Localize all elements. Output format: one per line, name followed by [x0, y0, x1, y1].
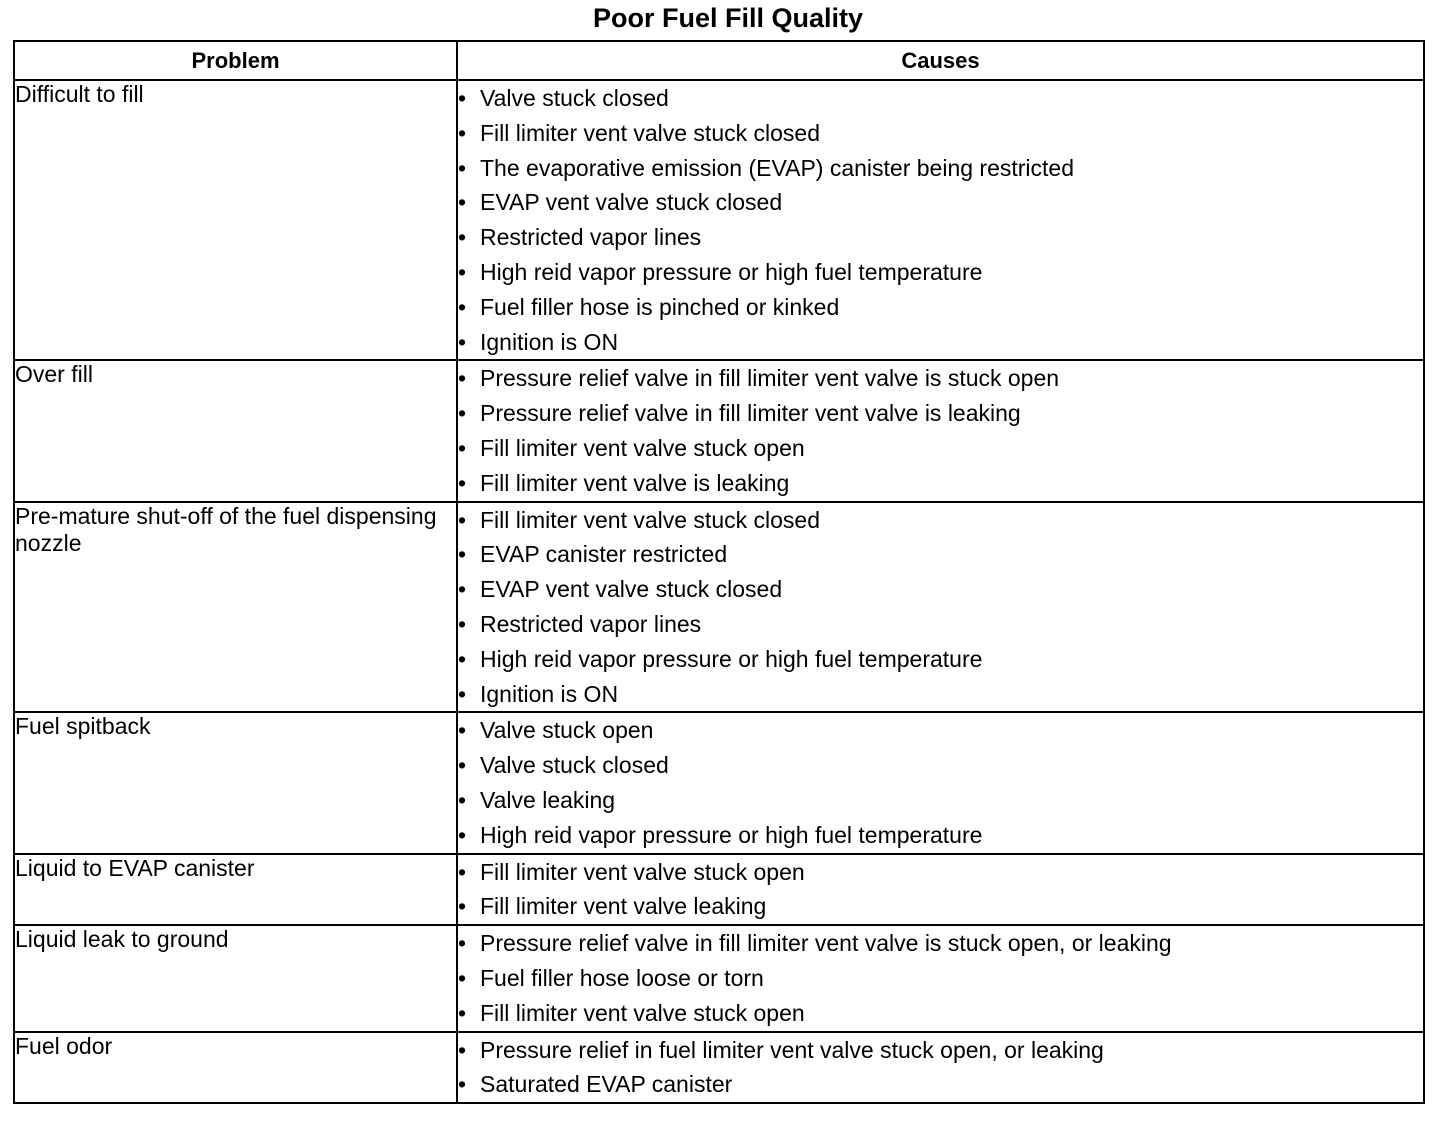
problem-cell: Fuel odor — [14, 1032, 457, 1104]
causes-cell — [457, 712, 1424, 853]
cause-item — [458, 396, 1423, 431]
causes-cell — [457, 1032, 1424, 1104]
cause-text: Ignition is ON — [480, 328, 619, 355]
cause-text: Fill limiter vent valve stuck open — [480, 858, 805, 885]
bullet-icon: • — [458, 154, 467, 181]
problem-cell: Pre-mature shut-off of the fuel dispensing nozzle — [14, 502, 457, 713]
cause-item — [458, 748, 1423, 783]
bullet-icon: • — [458, 610, 467, 637]
bullet-icon: • — [458, 576, 467, 603]
cause-text: EVAP vent valve stuck closed — [480, 576, 783, 603]
cause-text: Fill limiter vent valve stuck open — [480, 999, 805, 1026]
cause-item — [458, 1067, 1423, 1102]
cause-item — [458, 116, 1423, 151]
bullet-icon: • — [458, 400, 467, 427]
causes-cell — [457, 502, 1424, 713]
problem-cell: Over fill — [14, 360, 457, 501]
cause-text: Saturated EVAP canister — [480, 1071, 733, 1098]
causes-cell — [457, 360, 1424, 501]
table-row — [14, 712, 1424, 853]
problem-cell: Fuel spitback — [14, 712, 457, 853]
bullet-icon: • — [458, 1036, 467, 1063]
cause-text: Restricted vapor lines — [480, 610, 702, 637]
cause-text: Fill limiter vent valve leaking — [480, 893, 767, 920]
cause-text: The evaporative emission (EVAP) canister being restricted — [480, 154, 1075, 181]
cause-item — [458, 290, 1423, 325]
problem-column-header: Problem — [14, 41, 457, 80]
cause-list — [458, 855, 1423, 925]
cause-item — [458, 503, 1423, 538]
bullet-icon: • — [458, 717, 467, 744]
table-row — [14, 80, 1424, 360]
bullet-icon: • — [458, 999, 467, 1026]
causes-cell — [457, 854, 1424, 926]
cause-item — [458, 818, 1423, 853]
bullet-icon: • — [458, 258, 467, 285]
fuel-fill-quality-table — [13, 40, 1425, 1104]
cause-text: Fill limiter vent valve stuck open — [480, 434, 805, 461]
cause-item — [458, 996, 1423, 1031]
cause-item — [458, 713, 1423, 748]
bullet-icon: • — [458, 469, 467, 496]
cause-item — [458, 677, 1423, 712]
header-row — [14, 41, 1424, 80]
cause-item — [458, 783, 1423, 818]
table-row — [14, 360, 1424, 501]
cause-text: High reid vapor pressure or high fuel temperature — [480, 821, 983, 848]
cause-text: Fill limiter vent valve stuck closed — [480, 506, 820, 533]
table-row — [14, 925, 1424, 1031]
cause-item — [458, 255, 1423, 290]
cause-list — [458, 361, 1423, 500]
cause-text: Pressure relief valve in fill limiter vent valve is stuck open — [480, 365, 1060, 392]
cause-text: High reid vapor pressure or high fuel temperature — [480, 645, 983, 672]
cause-text: Fuel filler hose loose or torn — [480, 964, 764, 991]
cause-list — [458, 1033, 1423, 1103]
table-body — [14, 80, 1424, 1103]
cause-item — [458, 361, 1423, 396]
cause-text: Valve stuck closed — [480, 85, 669, 111]
cause-item — [458, 151, 1423, 186]
bullet-icon: • — [458, 328, 467, 355]
cause-item — [458, 961, 1423, 996]
cause-item — [458, 81, 1423, 116]
cause-item — [458, 220, 1423, 255]
bullet-icon: • — [458, 119, 467, 146]
cause-text: Pressure relief valve in fill limiter vent valve is leaking — [480, 400, 1021, 427]
cause-item — [458, 537, 1423, 572]
cause-item — [458, 185, 1423, 220]
bullet-icon: • — [458, 930, 467, 957]
cause-text: Valve leaking — [480, 786, 616, 813]
causes-column-header: Causes — [457, 41, 1424, 80]
page-title: Poor Fuel Fill Quality — [592, 3, 864, 33]
cause-text: Valve stuck closed — [480, 752, 669, 779]
bullet-icon: • — [458, 365, 467, 392]
cause-text: High reid vapor pressure or high fuel temperature — [480, 258, 983, 285]
cause-list — [458, 713, 1423, 852]
bullet-icon: • — [458, 645, 467, 672]
cause-item — [458, 855, 1423, 890]
cause-text: Fuel filler hose is pinched or kinked — [480, 293, 840, 320]
cause-item — [458, 431, 1423, 466]
cause-text: Fill limiter vent valve stuck closed — [480, 119, 820, 146]
bullet-icon: • — [458, 964, 467, 991]
table-row — [14, 502, 1424, 713]
cause-text: Ignition is ON — [480, 680, 619, 707]
bullet-icon: • — [458, 85, 467, 111]
bullet-icon: • — [458, 680, 467, 707]
problem-cell: Liquid leak to ground — [14, 925, 457, 1031]
cause-item — [458, 607, 1423, 642]
bullet-icon: • — [458, 189, 467, 216]
bullet-icon: • — [458, 821, 467, 848]
cause-item — [458, 572, 1423, 607]
causes-cell — [457, 80, 1424, 360]
table-row — [14, 1032, 1424, 1104]
bullet-icon: • — [458, 858, 467, 885]
problem-cell: Liquid to EVAP canister — [14, 854, 457, 926]
cause-list — [458, 926, 1423, 1030]
table-row — [14, 854, 1424, 926]
cause-text: Pressure relief valve in fill limiter vent valve is stuck open, or leaking — [480, 930, 1172, 957]
cause-text: Pressure relief in fuel limiter vent valve stuck open, or leaking — [480, 1036, 1104, 1063]
cause-item — [458, 889, 1423, 924]
cause-text: Restricted vapor lines — [480, 224, 702, 251]
causes-cell — [457, 925, 1424, 1031]
cause-item — [458, 642, 1423, 677]
bullet-icon: • — [458, 293, 467, 320]
cause-item — [458, 1033, 1423, 1068]
cause-text: Valve stuck open — [480, 717, 654, 744]
cause-item — [458, 325, 1423, 360]
bullet-icon: • — [458, 786, 467, 813]
cause-text: Fill limiter vent valve is leaking — [480, 469, 790, 496]
cause-list — [458, 81, 1423, 359]
bullet-icon: • — [458, 506, 467, 533]
cause-item — [458, 926, 1423, 961]
bullet-icon: • — [458, 752, 467, 779]
bullet-icon: • — [458, 893, 467, 920]
cause-text: EVAP canister restricted — [480, 541, 728, 568]
cause-item — [458, 466, 1423, 501]
problem-cell: Difficult to fill — [14, 80, 457, 360]
bullet-icon: • — [458, 541, 467, 568]
bullet-icon: • — [458, 1071, 467, 1098]
cause-text: EVAP vent valve stuck closed — [480, 189, 783, 216]
bullet-icon: • — [458, 224, 467, 251]
bullet-icon: • — [458, 434, 467, 461]
cause-list — [458, 503, 1423, 712]
